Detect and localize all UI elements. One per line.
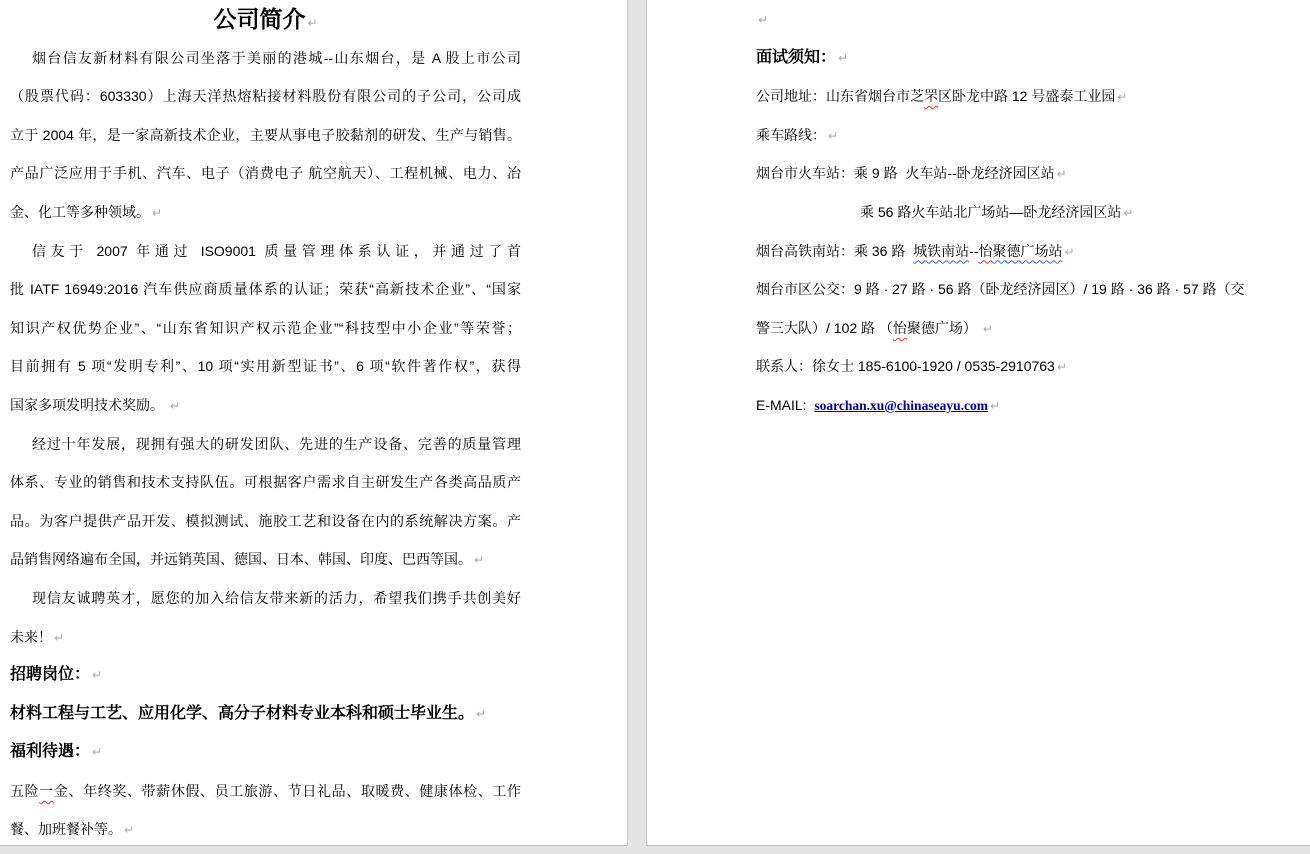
paragraph-mark-icon: ↵ (307, 16, 318, 30)
paragraph-mark-icon: ↵ (92, 745, 103, 760)
text-run: （股票代码：603330）上海天洋热熔粘接材料股份有限公司的子公司，公司成 (10, 88, 521, 105)
text-line (10, 270, 521, 309)
text-line (756, 386, 1267, 425)
spellcheck-underline: 怡 (892, 319, 907, 336)
text-line (10, 116, 521, 155)
text-line (756, 154, 1267, 193)
text-run: 福利待遇： (10, 743, 91, 761)
text-line (756, 77, 1267, 116)
paragraph-mark-icon: ↵ (1117, 90, 1128, 105)
text-run: 乘车路线： (756, 126, 826, 143)
text-run: 品销售网络遍布全国，并远销英国、德国、日本、韩国、印度、巴西等国。 (10, 551, 472, 568)
paragraph-mark-icon: ↵ (838, 50, 849, 65)
grammar-underline: 聚德广场站 (992, 242, 1063, 259)
text-line (10, 810, 521, 846)
paragraph-mark-icon: ↵ (1056, 360, 1067, 375)
text-run: 知识产权优势企业”、“山东省知识产权示范企业”“科技型中小企业”等荣誉； (10, 319, 521, 336)
page-left-content (10, 0, 521, 846)
text-run: 烟台信友新材料有限公司坐落于美丽的港城--山东烟台，是 A 股上市公司 (32, 49, 521, 66)
paragraph-mark-icon: ↵ (1056, 167, 1067, 182)
text-line (756, 116, 1267, 155)
text-line (10, 386, 521, 425)
text-line (10, 39, 521, 78)
text-line (10, 232, 521, 271)
text-run: 公司简介 (213, 6, 306, 32)
text-line (10, 579, 521, 618)
spellcheck-underline: 一 (39, 782, 54, 799)
text-run: 公司地址：山东省烟台市芝 (756, 88, 924, 105)
text-line (10, 772, 521, 811)
text-run: 警三大队）/ 102 路 （ (756, 319, 893, 336)
paragraph-mark-icon: ↵ (989, 398, 1000, 413)
spellcheck-underline: 怡 (978, 242, 993, 259)
text-line (10, 502, 521, 541)
text-line (756, 309, 1267, 348)
text-run: 聚德广场） (906, 319, 981, 336)
text-run: 金、年终奖、带薪休假、员工旅游、节日礼品、取暖费、健康体检、工作 (53, 782, 522, 799)
text-run: 联系人：徐女士 185-6100-1920 / 0535-2910763 (756, 358, 1055, 375)
text-line (10, 309, 521, 348)
document-title (10, 0, 521, 39)
page-right-content (756, 0, 1267, 425)
text-line (756, 270, 1267, 309)
text-run: 乘 56 路火车站北广场站—卧龙经济园区站 (860, 203, 1122, 220)
text-run: 烟台市火车站：乘 9 路 火车站--卧龙经济园区站 (756, 165, 1055, 182)
text-run: 区卧龙中路 12 号盛泰工业园 (938, 88, 1116, 105)
paragraph-mark-icon: ↵ (476, 706, 487, 721)
text-run: 国家多项发明技术奖励。 (10, 396, 168, 413)
text-run: E-MAIL: (756, 396, 815, 413)
text-run: 经过十年发展，现拥有强大的研发团队、先进的生产设备、完善的质量管理 (32, 435, 521, 452)
text-line (10, 540, 521, 579)
text-run: 未来！ (10, 628, 52, 645)
page-right (646, 0, 1310, 846)
text-run: 金、化工等多种领域。 (10, 203, 150, 220)
spellcheck-underline: 罘 (924, 88, 938, 105)
text-line (10, 154, 521, 193)
text-run: 目前拥有 5 项“发明专利”、10 项“实用新型证书”、6 项“软件著作权”，获得 (10, 358, 521, 375)
text-run: 面试须知： (756, 48, 837, 66)
paragraph-mark-icon: ↵ (982, 321, 993, 336)
text-run: 现信友诚聘英才，愿您的加入给信友带来新的活力，希望我们携手共创美好 (32, 589, 521, 606)
text-line (10, 618, 521, 657)
text-line (756, 193, 1267, 232)
paragraph-mark-icon: ↵ (828, 128, 839, 143)
text-run: 餐、加班餐补等。 (10, 821, 122, 838)
text-run: 五险 (10, 782, 40, 799)
text-run: 招聘岗位： (10, 666, 91, 684)
page-left (0, 0, 628, 846)
paragraph-mark-icon: ↵ (124, 823, 135, 838)
text-line (10, 347, 521, 386)
text-line (10, 733, 521, 772)
text-run: 烟台高铁南站：乘 36 路 (756, 242, 914, 259)
text-run: -- (969, 242, 979, 259)
text-line (756, 39, 1267, 78)
text-line (10, 77, 521, 116)
text-line (10, 463, 521, 502)
paragraph-mark-icon: ↵ (758, 13, 769, 27)
paragraph-mark-icon: ↵ (1064, 244, 1075, 259)
text-line (756, 0, 1267, 39)
text-run: 立于 2004 年，是一家高新技术企业，主要从事电子胶黏剂的研发、生产与销售。 (10, 126, 521, 143)
text-run: 批 IATF 16949:2016 汽车供应商质量体系的认证；荣获“高新技术企业”、“国家 (10, 281, 521, 298)
text-line (10, 193, 521, 232)
paragraph-mark-icon: ↵ (152, 205, 163, 220)
paragraph-mark-icon: ↵ (1123, 205, 1134, 220)
text-run: 材料工程与工艺、应用化学、高分子材料专业本科和硕士毕业生。 (10, 704, 475, 722)
paragraph-mark-icon: ↵ (474, 553, 485, 568)
paragraph-mark-icon: ↵ (169, 398, 180, 413)
text-run: 烟台市区公交：9 路 · 27 路 · 56 路（卧龙经济园区）/ 19 路 · 36 路 · 57 路（交 (756, 281, 1245, 298)
text-line (10, 425, 521, 464)
text-run: 信友于 2007 年通过 ISO9001 质量管理体系认证，并通过了首 (32, 242, 521, 259)
paragraph-mark-icon: ↵ (92, 668, 103, 683)
text-run: 品。为客户提供产品开发、模拟测试、施胶工艺和设备在内的系统解决方案。产 (10, 512, 521, 529)
email-link[interactable]: soarchan.xu@chinaseayu.com (814, 397, 988, 413)
grammar-underline: 城铁南站 (913, 242, 970, 259)
text-run: 体系、专业的销售和技术支持队伍。可根据客户需求自主研发生产各类高品质产 (10, 474, 521, 491)
text-line (10, 695, 521, 734)
text-line (756, 232, 1267, 271)
text-line (10, 656, 521, 695)
text-line (756, 347, 1267, 386)
text-run: 产品广泛应用于手机、汽车、电子（消费电子 航空航天）、工程机械、电力、冶 (10, 165, 521, 182)
paragraph-mark-icon: ↵ (54, 630, 65, 645)
